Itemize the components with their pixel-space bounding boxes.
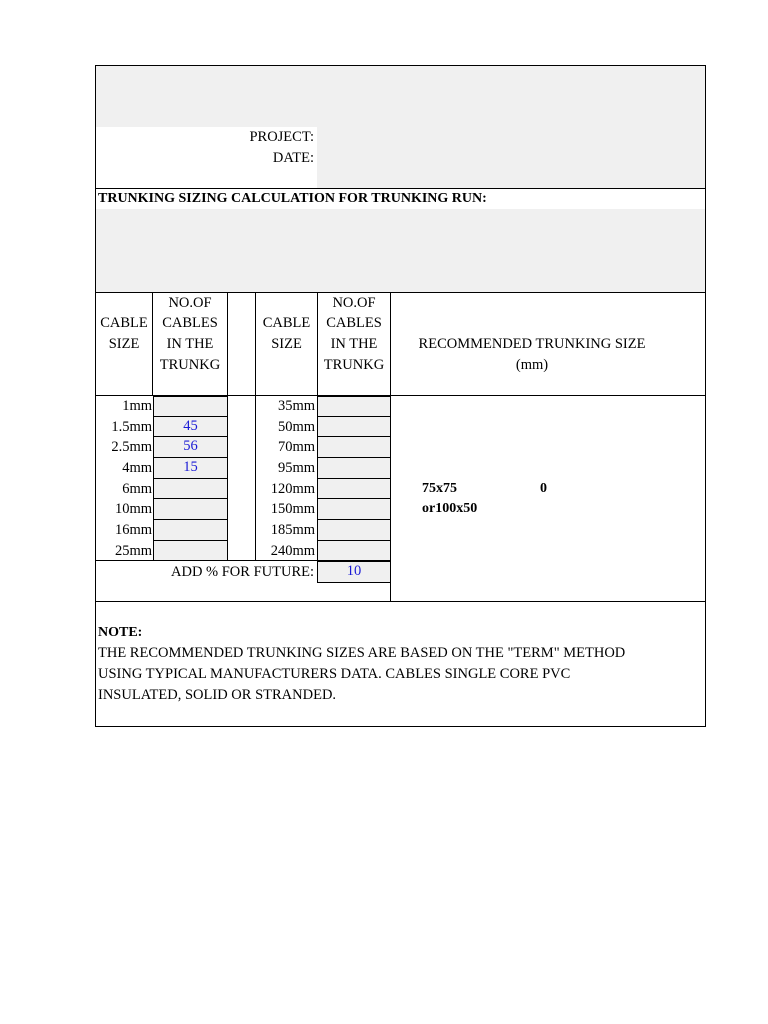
- cable-size-label: 2.5mm: [111, 439, 152, 455]
- col-header-noof: NO.OF: [168, 295, 212, 311]
- note-line: USING TYPICAL MANUFACTURERS DATA. CABLES SINGLE CORE PVC: [98, 666, 571, 682]
- cable-count-input[interactable]: [317, 457, 391, 479]
- cable-size-label: 185mm: [270, 522, 315, 538]
- cable-size-label: 50mm: [277, 419, 315, 435]
- col-header-size: SIZE: [108, 336, 140, 352]
- result-value: 0: [540, 481, 547, 496]
- col-header-recommended: RECOMMENDED TRUNKING SIZE: [418, 336, 646, 352]
- cable-count-input[interactable]: 56: [153, 436, 228, 458]
- future-percent-input[interactable]: 10: [317, 561, 391, 583]
- cable-count-input[interactable]: [317, 478, 391, 499]
- cable-count-input[interactable]: [317, 519, 391, 541]
- header-banner: [96, 66, 705, 127]
- cable-size-label: 240mm: [270, 543, 315, 559]
- section-title: TRUNKING SIZING CALCULATION FOR TRUNKING RUN:: [98, 191, 487, 206]
- col-header-trunkg: TRUNKG: [323, 357, 385, 373]
- cable-size-label: 25mm: [114, 543, 152, 559]
- cable-size-label: 16mm: [114, 522, 152, 538]
- note-line: THE RECOMMENDED TRUNKING SIZES ARE BASED ON THE "TERM" METHOD: [98, 645, 626, 661]
- col-header-noof: NO.OF: [332, 295, 376, 311]
- col-header-mm: (mm): [515, 357, 549, 373]
- run-description-input[interactable]: [96, 209, 705, 292]
- cable-count-input[interactable]: [153, 498, 228, 520]
- cable-size-label: 6mm: [122, 481, 152, 497]
- cable-size-label: 4mm: [122, 460, 152, 476]
- note-title: NOTE:: [98, 625, 143, 640]
- col-header-inthe: IN THE: [166, 336, 214, 352]
- cable-count-input[interactable]: 45: [153, 416, 228, 437]
- cable-count-input[interactable]: [317, 540, 391, 561]
- cable-size-label: 120mm: [270, 481, 315, 497]
- recommended-size-alternative: or100x50: [422, 501, 478, 516]
- future-label: ADD % FOR FUTURE:: [171, 564, 314, 580]
- cable-size-label: 150mm: [270, 501, 315, 517]
- cable-size-label: 1.5mm: [111, 419, 152, 435]
- divider: [95, 601, 706, 602]
- cable-count-input[interactable]: [153, 519, 228, 541]
- divider: [95, 292, 706, 293]
- cable-count-input[interactable]: [317, 396, 391, 417]
- col-header-size: SIZE: [271, 336, 302, 352]
- note-line: INSULATED, SOLID OR STRANDED.: [98, 687, 337, 703]
- col-header-trunkg: TRUNKG: [159, 357, 221, 373]
- cable-count-input[interactable]: [153, 540, 228, 561]
- cable-size-label: 95mm: [277, 460, 315, 476]
- project-label: PROJECT:: [249, 129, 314, 145]
- cable-size-label: 10mm: [114, 501, 152, 517]
- cable-size-label: 35mm: [277, 398, 315, 414]
- col-header-cable: CABLE: [262, 315, 311, 331]
- cable-count-input[interactable]: [153, 478, 228, 499]
- col-header-cables: CABLES: [162, 315, 218, 331]
- recommended-size-primary: 75x75: [422, 481, 457, 496]
- divider: [95, 188, 706, 189]
- cable-count-input[interactable]: [153, 396, 228, 417]
- cable-count-input[interactable]: [317, 416, 391, 437]
- date-label: DATE:: [272, 150, 314, 166]
- cable-size-label: 1mm: [122, 398, 152, 414]
- project-input-area[interactable]: [317, 127, 705, 188]
- col-header-cables: CABLES: [326, 315, 382, 331]
- cable-size-label: 70mm: [277, 439, 315, 455]
- col-header-cable: CABLE: [100, 315, 148, 331]
- cable-count-input[interactable]: 15: [153, 457, 228, 479]
- cable-count-input[interactable]: [317, 498, 391, 520]
- col-header-inthe: IN THE: [330, 336, 378, 352]
- cable-count-input[interactable]: [317, 436, 391, 458]
